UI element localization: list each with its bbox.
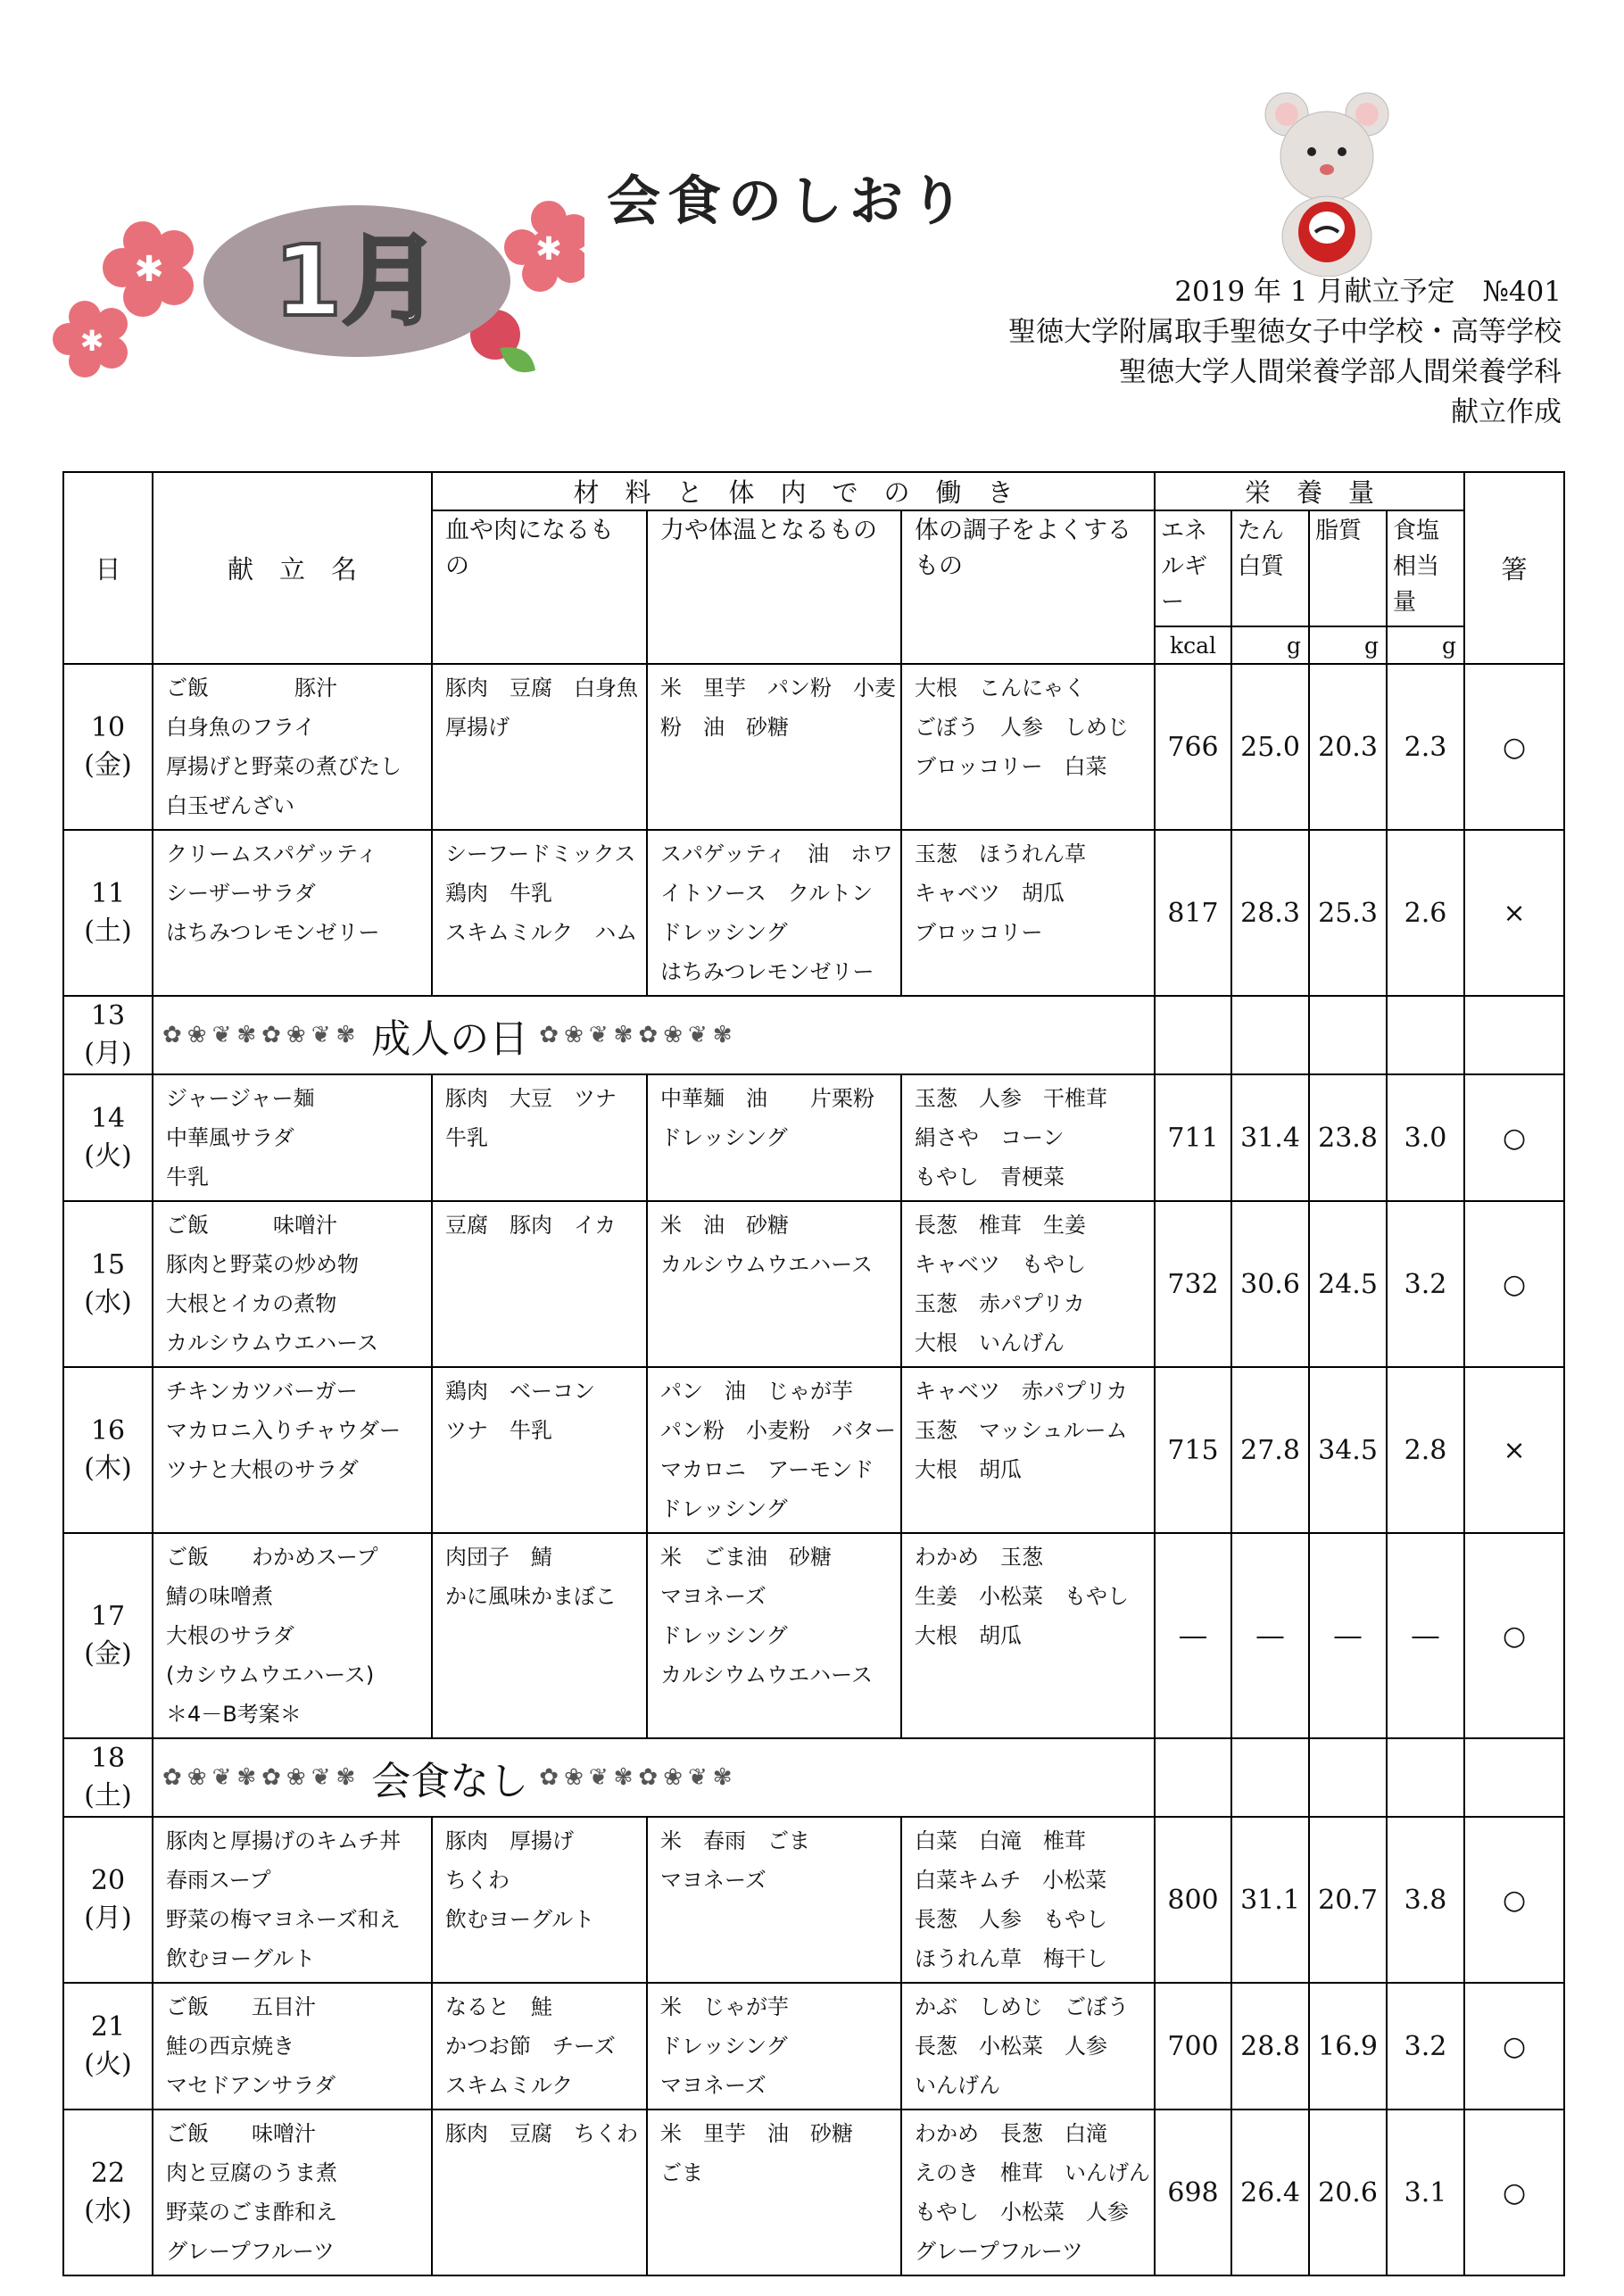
day-number: 22: [90, 2158, 126, 2189]
chopsticks-cell: ○: [1464, 664, 1564, 830]
protein-cell: 31.1: [1231, 1817, 1309, 1983]
list-item: 玉葱 マッシュルーム: [915, 1418, 1128, 1443]
list-item: 白玉ぜんざい: [166, 793, 294, 818]
blood-meat-cell: [432, 830, 647, 996]
protein-cell: 31.4: [1231, 1074, 1309, 1201]
day-cell: [63, 1817, 153, 1983]
menu-cell: [153, 1533, 432, 1738]
fat-cell: 34.5: [1309, 1367, 1387, 1533]
list-item: ブロッコリー 白菜: [915, 754, 1107, 779]
list-item: ツナ 牛乳: [445, 1418, 552, 1443]
blood-meat-cell: [432, 1817, 647, 1983]
kcal-cell: 700: [1155, 1983, 1231, 2110]
menu-row: [63, 664, 1564, 830]
day-number: 15: [90, 1249, 126, 1281]
list-item: スパゲッティ 油 ホワ: [660, 841, 894, 866]
list-item: ドレッシング: [660, 2034, 788, 2059]
list-item: 鮭の西京焼き: [166, 2034, 294, 2059]
salt-cell: 3.0: [1387, 1074, 1464, 1201]
list-item: カルシウムウエハース: [660, 1662, 873, 1687]
list-item: ジャージャー麺: [166, 1086, 315, 1111]
weekday: (月): [84, 1038, 132, 1069]
list-item: 玉葱 人参 干椎茸: [915, 1086, 1107, 1111]
list-item: 米 ごま油 砂糖: [660, 1545, 832, 1570]
day-cell: [63, 996, 153, 1074]
menu-row: [63, 1201, 1564, 1367]
plan-line: 2019 年 1 月献立予定 №401: [1174, 276, 1562, 308]
fat-cell: 25.3: [1309, 830, 1387, 996]
blood-meat-cell: [432, 1533, 647, 1738]
holiday-row: [63, 996, 1564, 1074]
menu-cell: [153, 664, 432, 830]
list-item: 牛乳: [445, 1125, 488, 1150]
list-item: 中華風サラダ: [166, 1125, 294, 1150]
unit-salt: g: [1387, 626, 1464, 664]
list-item: ドレッシング: [660, 1496, 788, 1521]
condition-cell: [901, 1533, 1155, 1738]
empty-cell: [1309, 996, 1387, 1074]
list-item: 米 油 砂糖: [660, 1213, 789, 1238]
list-item: もやし 青梗菜: [915, 1165, 1065, 1189]
list-item: 生姜 小松菜 もやし: [915, 1584, 1129, 1609]
weekday: (金): [84, 1638, 132, 1670]
day-cell: [63, 664, 153, 830]
menu-cell: [153, 1817, 432, 1983]
list-item: 野菜のごま酢和え: [166, 2200, 337, 2225]
menu-cell: [153, 830, 432, 996]
list-item: マカロニ アーモンド: [660, 1457, 874, 1482]
condition-cell: [901, 1817, 1155, 1983]
list-item: キャベツ もやし: [915, 1252, 1086, 1277]
condition-cell: [901, 1074, 1155, 1201]
header-chopsticks: 箸: [1464, 472, 1564, 664]
list-item: シーザーサラダ: [166, 881, 316, 906]
menu-cell: [153, 2110, 432, 2275]
weekday: (火): [84, 2049, 132, 2080]
day-number: 13: [90, 1000, 126, 1032]
kcal-cell: ―: [1155, 1533, 1231, 1738]
weekday: (金): [84, 750, 132, 781]
salt-cell: 3.8: [1387, 1817, 1464, 1983]
empty-cell: [1309, 1738, 1387, 1817]
menu-row: [63, 1983, 1564, 2110]
chopsticks-cell: ○: [1464, 1983, 1564, 2110]
day-cell: [63, 1738, 153, 1817]
list-item: ほうれん草 梅干し: [915, 1946, 1107, 1971]
salt-cell: 3.2: [1387, 1983, 1464, 2110]
blood-meat-cell: [432, 2110, 647, 2275]
kcal-cell: 817: [1155, 830, 1231, 996]
condition-cell: [901, 1983, 1155, 2110]
list-item: 厚揚げ: [445, 715, 510, 740]
list-item: はちみつレモンゼリー: [660, 959, 874, 984]
list-item: シーフードミックス: [445, 841, 636, 866]
header-protein: たん白質: [1231, 510, 1309, 626]
list-item: かつお節 チーズ: [445, 2034, 616, 2059]
holiday-label: 会食なし: [360, 1749, 539, 1806]
protein-cell: 27.8: [1231, 1367, 1309, 1533]
list-item: 厚揚げと野菜の煮びたし: [166, 754, 402, 779]
list-item: パン粉 小麦粉 バター: [660, 1418, 896, 1443]
list-item: 肉と豆腐のうま煮: [166, 2160, 337, 2185]
holiday-label: 成人の日: [360, 1007, 539, 1064]
salt-cell: 2.3: [1387, 664, 1464, 830]
energy-cell: [647, 1983, 901, 2110]
header-kcal: エネルギー: [1155, 510, 1231, 626]
list-item: ドレッシング: [660, 920, 788, 945]
list-item: ちくわ: [445, 1868, 510, 1893]
condition-cell: [901, 2110, 1155, 2275]
plum-flower-icon: [504, 201, 584, 292]
blood-meat-cell: [432, 664, 647, 830]
energy-cell: [647, 830, 901, 996]
plum-flower-icon: [53, 301, 128, 377]
list-item: 米 春雨 ごま: [660, 1828, 810, 1853]
empty-cell: [1231, 1738, 1309, 1817]
list-item: 鶏肉 牛乳: [445, 881, 552, 906]
day-cell: [63, 830, 153, 996]
header-energy: 力や体温となるもの: [647, 510, 901, 664]
list-item: 長葱 人参 もやし: [915, 1907, 1107, 1932]
list-item: マヨネーズ: [660, 2073, 766, 2098]
condition-cell: [901, 1201, 1155, 1367]
salt-cell: 3.2: [1387, 1201, 1464, 1367]
list-item: 中華麺 油 片栗粉: [660, 1086, 874, 1111]
list-item: 大根 いんげん: [915, 1330, 1065, 1355]
kcal-cell: 715: [1155, 1367, 1231, 1533]
day-cell: [63, 1201, 153, 1367]
ornament-border-icon: ✿❀❦✾✿❀❦✾: [539, 1764, 738, 1791]
menu-cell: [153, 1074, 432, 1201]
salt-cell: 2.8: [1387, 1367, 1464, 1533]
empty-cell: [1155, 996, 1231, 1074]
list-item: ドレッシング: [660, 1623, 788, 1648]
list-item: 玉葱 赤パプリカ: [915, 1291, 1085, 1316]
department-name: 聖徳大学人間栄養学部人間栄養学科: [1119, 356, 1562, 388]
unit-kcal: kcal: [1155, 626, 1231, 664]
list-item: ご飯 わかめスープ: [166, 1545, 378, 1570]
day-number: 16: [90, 1415, 126, 1446]
weekday: (水): [84, 1287, 132, 1318]
empty-cell: [1231, 996, 1309, 1074]
menu-row: [63, 1533, 1564, 1738]
blood-meat-cell: [432, 1074, 647, 1201]
day-cell: [63, 1983, 153, 2110]
list-item: 米 里芋 パン粉 小麦: [660, 676, 896, 700]
energy-cell: [647, 1201, 901, 1367]
weekday: (月): [84, 1902, 132, 1934]
holiday-cell: [153, 996, 1155, 1074]
list-item: 大根 胡瓜: [915, 1623, 1022, 1648]
chopsticks-cell: ○: [1464, 1533, 1564, 1738]
day-number: 14: [90, 1103, 126, 1134]
chopsticks-cell: ×: [1464, 1367, 1564, 1533]
list-item: かぶ しめじ ごぼう: [915, 1994, 1129, 2019]
header-condition: 体の調子をよくするもの: [901, 510, 1155, 664]
unit-protein: g: [1231, 626, 1309, 664]
list-item: わかめ 玉葱: [915, 1545, 1043, 1570]
list-item: グレープフルーツ: [915, 2239, 1083, 2264]
empty-cell: [1464, 1738, 1564, 1817]
kcal-cell: 732: [1155, 1201, 1231, 1367]
list-item: マセドアンサラダ: [166, 2073, 336, 2098]
holiday-cell: [153, 1738, 1155, 1817]
menu-row: [63, 1074, 1564, 1201]
energy-cell: [647, 1074, 901, 1201]
list-item: ブロッコリー: [915, 920, 1043, 945]
unit-fat: g: [1309, 626, 1387, 664]
condition-cell: [901, 1367, 1155, 1533]
kcal-cell: 766: [1155, 664, 1231, 830]
list-item: 豚肉と野菜の炒め物: [166, 1252, 359, 1277]
energy-cell: [647, 1817, 901, 1983]
blood-meat-cell: [432, 1367, 647, 1533]
empty-cell: [1155, 1738, 1231, 1817]
page-title: 会食のしおり: [607, 170, 971, 233]
plum-flower-icon: [103, 221, 194, 317]
energy-cell: [647, 1367, 901, 1533]
list-item: 大根 こんにゃく: [915, 676, 1086, 700]
protein-cell: 30.6: [1231, 1201, 1309, 1367]
list-item: 鶏肉 ベーコン: [445, 1379, 595, 1404]
list-item: 牛乳: [166, 1165, 209, 1189]
menu-row: [63, 830, 1564, 996]
chopsticks-cell: ○: [1464, 1201, 1564, 1367]
month-label: 1月: [273, 224, 441, 338]
list-item: 長葱 小松菜 人参: [915, 2034, 1107, 2059]
fat-cell: 20.7: [1309, 1817, 1387, 1983]
list-item: 豚肉と厚揚げのキムチ丼: [166, 1828, 402, 1853]
chopsticks-cell: ○: [1464, 1074, 1564, 1201]
list-item: チキンカツバーガー: [166, 1379, 358, 1404]
svg-text:✱: ✱: [79, 324, 104, 358]
list-item: 豚肉 厚揚げ: [445, 1828, 574, 1853]
list-item: 飲むヨーグルト: [445, 1907, 595, 1932]
list-item: 白身魚のフライ: [166, 715, 316, 740]
header-salt: 食塩相当量: [1387, 510, 1464, 626]
ornament-border-icon: ✿❀❦✾✿❀❦✾: [162, 1022, 361, 1049]
list-item: 絹さや コーン: [915, 1125, 1065, 1150]
list-item: グレープフルーツ: [166, 2239, 335, 2264]
list-item: 豚肉 大豆 ツナ: [445, 1086, 617, 1111]
list-item: キャベツ 胡瓜: [915, 881, 1065, 906]
condition-cell: [901, 830, 1155, 996]
weekday: (土): [84, 1780, 132, 1811]
list-item: 白菜キムチ 小松菜: [915, 1868, 1107, 1893]
weekday: (木): [84, 1453, 132, 1484]
list-item: なると 鮭: [445, 1994, 552, 2019]
salt-cell: 2.6: [1387, 830, 1464, 996]
list-item: 豆腐 豚肉 イカ: [445, 1213, 617, 1238]
list-item: クリームスパゲッティ: [166, 841, 378, 866]
list-item: 長葱 椎茸 生姜: [915, 1213, 1086, 1238]
list-item: わかめ 長葱 白滝: [915, 2121, 1107, 2146]
svg-text:✱: ✱: [534, 231, 563, 268]
protein-cell: 28.8: [1231, 1983, 1309, 2110]
kcal-cell: 800: [1155, 1817, 1231, 1983]
list-item: スキムミルク ハム: [445, 920, 638, 945]
list-item: 飲むヨーグルト: [166, 1946, 316, 1971]
chopsticks-cell: ○: [1464, 2110, 1564, 2275]
header-nutrition: 栄 養 量: [1155, 472, 1464, 510]
list-item: キャベツ 赤パプリカ: [915, 1379, 1128, 1404]
weekday: (火): [84, 1140, 132, 1172]
empty-cell: [1387, 996, 1464, 1074]
day-number: 10: [90, 712, 126, 743]
protein-cell: 28.3: [1231, 830, 1309, 996]
school-name: 聖徳大学附属取手聖徳女子中学校・高等学校: [1008, 316, 1562, 348]
list-item: ご飯 豚汁: [166, 676, 337, 700]
menu-table: [62, 471, 1565, 2276]
blood-meat-cell: [432, 1983, 647, 2110]
list-item: スキムミルク: [445, 2073, 574, 2098]
list-item: はちみつレモンゼリー: [166, 920, 380, 945]
list-item: カルシウムウエハース: [166, 1330, 378, 1355]
list-item: ＊4－B考案＊: [166, 1702, 302, 1727]
mouse-mascot-icon: [1260, 89, 1394, 277]
header-day: 日: [63, 472, 153, 664]
list-item: 米 里芋 油 砂糖: [660, 2121, 853, 2146]
list-item: (カシウムウエハース): [166, 1662, 375, 1687]
chopsticks-cell: ○: [1464, 1817, 1564, 1983]
ornament-border-icon: ✿❀❦✾✿❀❦✾: [162, 1764, 361, 1791]
menu-cell: [153, 1201, 432, 1367]
holiday-row: [63, 1738, 1564, 1817]
header-info: [1008, 272, 1562, 433]
menu-row: [63, 1817, 1564, 1983]
header-ingredients: 材 料 と 体 内 で の 働 き: [432, 472, 1155, 510]
energy-cell: [647, 2110, 901, 2275]
author-line: 献立作成: [1451, 396, 1562, 428]
fat-cell: 23.8: [1309, 1074, 1387, 1201]
header-menu: 献 立 名: [153, 472, 432, 664]
list-item: イトソース クルトン: [660, 881, 874, 906]
menu-cell: [153, 1983, 432, 2110]
list-item: 野菜の梅マヨネーズ和え: [166, 1907, 401, 1932]
day-cell: [63, 1533, 153, 1738]
menu-row: [63, 2110, 1564, 2275]
fat-cell: ―: [1309, 1533, 1387, 1738]
condition-cell: [901, 664, 1155, 830]
day-number: 17: [90, 1601, 126, 1632]
list-item: 肉団子 鯖: [445, 1545, 552, 1570]
energy-cell: [647, 664, 901, 830]
svg-text:✱: ✱: [134, 249, 164, 290]
list-item: もやし 小松菜 人参: [915, 2200, 1129, 2225]
salt-cell: 3.1: [1387, 2110, 1464, 2275]
list-item: ご飯 五目汁: [166, 1994, 316, 2019]
list-item: ドレッシング: [660, 1125, 788, 1150]
day-cell: [63, 2110, 153, 2275]
salt-cell: ―: [1387, 1533, 1464, 1738]
day-number: 11: [90, 878, 126, 909]
list-item: 大根 胡瓜: [915, 1457, 1022, 1482]
list-item: ご飯 味噌汁: [166, 1213, 337, 1238]
chopsticks-cell: ×: [1464, 830, 1564, 996]
day-number: 20: [90, 1865, 126, 1896]
fat-cell: 24.5: [1309, 1201, 1387, 1367]
list-item: 白菜 白滝 椎茸: [915, 1828, 1086, 1853]
list-item: ご飯 味噌汁: [166, 2121, 316, 2146]
weekday: (土): [84, 916, 132, 947]
list-item: 玉葱 ほうれん草: [915, 841, 1086, 866]
list-item: 大根とイカの煮物: [166, 1291, 337, 1316]
kcal-cell: 698: [1155, 2110, 1231, 2275]
header-fat: 脂質: [1309, 510, 1387, 626]
list-item: カルシウムウエハース: [660, 1252, 873, 1277]
list-item: 豚肉 豆腐 白身魚: [445, 676, 638, 700]
list-item: 豚肉 豆腐 ちくわ: [445, 2121, 638, 2146]
header-blood-meat: 血や肉になるもの: [432, 510, 647, 664]
list-item: えのき 椎茸 いんげん: [915, 2160, 1150, 2185]
menu-cell: [153, 1367, 432, 1533]
list-item: いんげん: [915, 2073, 1000, 2098]
list-item: 春雨スープ: [166, 1868, 271, 1893]
blood-meat-cell: [432, 1201, 647, 1367]
protein-cell: 25.0: [1231, 664, 1309, 830]
list-item: 粉 油 砂糖: [660, 715, 789, 740]
fat-cell: 20.6: [1309, 2110, 1387, 2275]
protein-cell: 26.4: [1231, 2110, 1309, 2275]
list-item: 米 じゃが芋: [660, 1994, 789, 2019]
kcal-cell: 711: [1155, 1074, 1231, 1201]
day-number: 21: [90, 2011, 126, 2043]
ornament-border-icon: ✿❀❦✾✿❀❦✾: [539, 1022, 738, 1049]
list-item: かに風味かまぼこ: [445, 1584, 617, 1609]
list-item: マヨネーズ: [660, 1868, 766, 1893]
list-item: マカロニ入りチャウダー: [166, 1418, 402, 1443]
fat-cell: 16.9: [1309, 1983, 1387, 2110]
day-cell: [63, 1074, 153, 1201]
list-item: 大根のサラダ: [166, 1623, 294, 1648]
protein-cell: ―: [1231, 1533, 1309, 1738]
list-item: ごぼう 人参 しめじ: [915, 715, 1129, 740]
day-number: 18: [90, 1743, 126, 1774]
empty-cell: [1387, 1738, 1464, 1817]
month-badge: [201, 201, 513, 361]
empty-cell: [1464, 996, 1564, 1074]
list-item: パン 油 じゃが芋: [660, 1379, 853, 1404]
list-item: マヨネーズ: [660, 1584, 766, 1609]
list-item: 鯖の味噌煮: [166, 1584, 273, 1609]
weekday: (水): [84, 2195, 132, 2226]
menu-row: [63, 1367, 1564, 1533]
day-cell: [63, 1367, 153, 1533]
fat-cell: 20.3: [1309, 664, 1387, 830]
list-item: ツナと大根のサラダ: [166, 1457, 359, 1482]
list-item: ごま: [660, 2160, 703, 2185]
energy-cell: [647, 1533, 901, 1738]
